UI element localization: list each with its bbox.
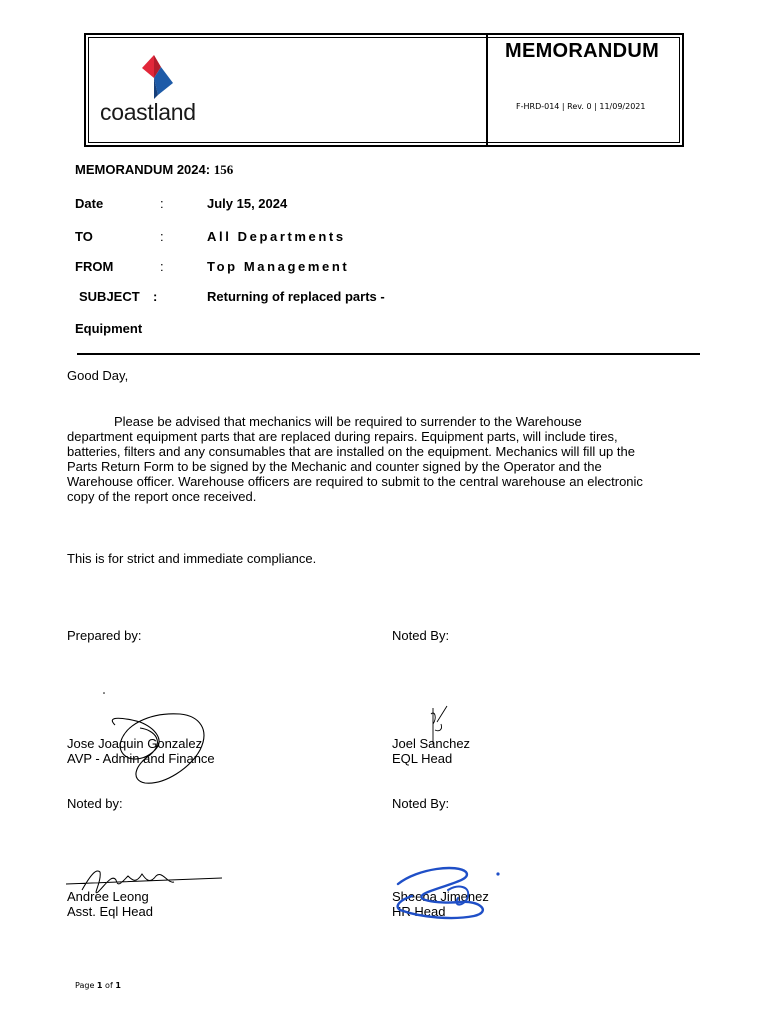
compliance-note: This is for strict and immediate compliance. [67,551,317,566]
from-colon: : [160,259,164,274]
signature-sanchez [425,702,455,752]
signatory-name: Andree Leong [67,889,149,904]
body-paragraph [67,414,707,504]
greeting: Good Day, [67,368,129,383]
date-colon: : [160,196,164,211]
signatory-name: Sheena Jimenez [392,889,489,904]
to-value: All Departments [207,229,346,244]
paragraph-line: Please be advised that mechanics will be required to surrender to the Warehouse [114,414,582,429]
page-number: 1 [96,981,103,990]
signatory-title: EQL Head [392,751,453,766]
from-label: FROM [75,259,114,274]
form-code: F-HRD-014 | Rev. 0 | 11/09/2021 [516,102,646,111]
coastland-logo-icon [140,55,180,103]
memo-number-label: MEMORANDUM 2024: [75,162,211,177]
signature-gonzalez [95,690,225,800]
paragraph-line: batteries, filters and any consumables that are installed on the equipment. Mechanics will fill up the [67,444,635,459]
prepared-by-label: Prepared by: [67,628,142,643]
noted-by-label: Noted By: [392,796,450,811]
signature-leong [62,862,232,902]
signatory-title: HR Head [392,904,446,919]
memo-number [75,162,233,178]
header-rule [77,353,700,355]
subject-label: SUBJECT [79,289,140,304]
header-divider [486,35,488,145]
noted-by-label: Noted By: [392,628,450,643]
signatory-title: AVP - Admin and Finance [67,751,215,766]
signatory-name: Joel Sanchez [392,736,471,751]
subject-value: Returning of replaced parts - [207,289,385,304]
page-footer [75,981,121,990]
date-label: Date [75,196,104,211]
paragraph-line: Parts Return Form to be signed by the Mechanic and counter signed by the Operator and the [67,459,602,474]
signature-jimenez [388,862,508,922]
paragraph-line: Warehouse officer. Warehouse officers are required to submit to the central warehouse an electronic [67,474,643,489]
signatory-title: Asst. Eql Head [67,904,153,919]
memo-title: MEMORANDUM [505,40,660,62]
date-value: July 15, 2024 [207,196,288,211]
memo-number-value: 156 [213,162,234,177]
noted-by-label: Noted by: [67,796,123,811]
paragraph-line: copy of the report once received. [67,489,257,504]
subject-continued: Equipment [75,321,143,336]
paragraph-line: department equipment parts that are replaced during repairs. Equipment parts, will include tires, [67,429,618,444]
to-label: TO [75,229,93,244]
from-value: Top Management [207,259,350,274]
page-of: of [105,981,113,990]
page-total: 1 [115,981,121,990]
page-prefix: Page [75,981,95,990]
to-colon: : [160,229,164,244]
subject-colon: : [153,289,158,304]
logo-text: coastland [100,99,196,125]
signatory-name: Jose Joaquin Gonzalez [67,736,203,751]
